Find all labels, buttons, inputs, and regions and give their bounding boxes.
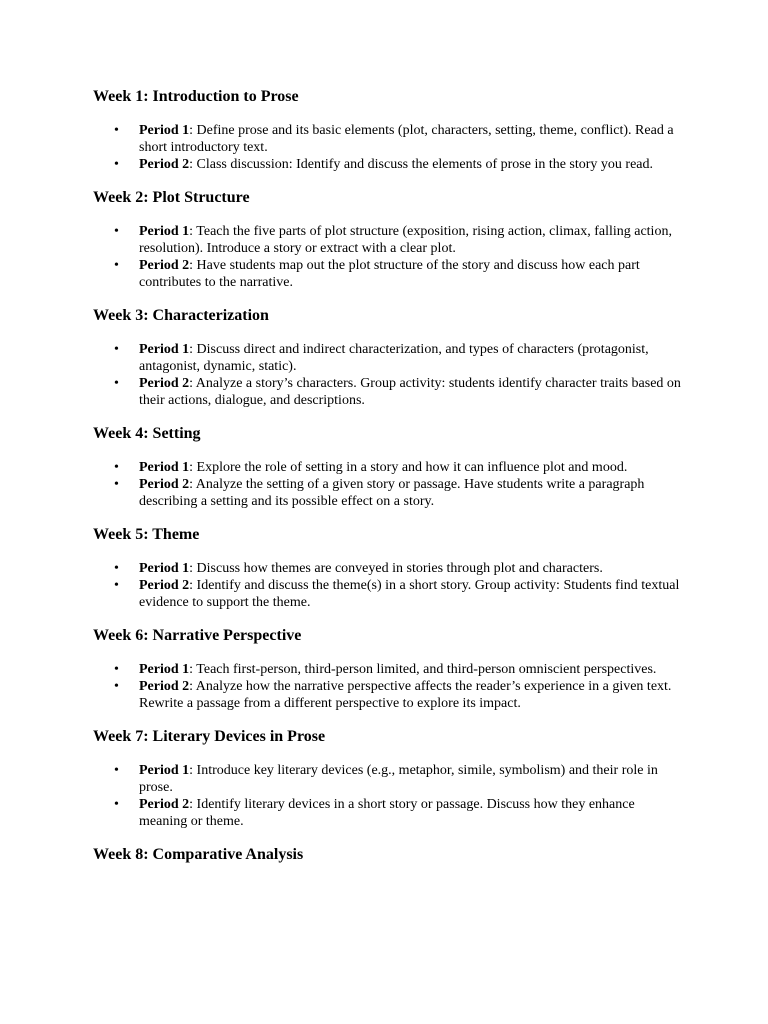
bullet-icon: • <box>114 797 119 812</box>
period-text: : Identify literary devices in a short story or passage. Discuss how they enhance meaning or theme. <box>139 797 635 829</box>
bullet-icon: • <box>114 679 119 694</box>
bullet-icon: • <box>114 123 119 138</box>
bullet-icon: • <box>114 460 119 475</box>
period-label: Period 2 <box>139 258 190 273</box>
period-list <box>93 223 683 291</box>
list-item <box>93 257 683 291</box>
period-text: : Analyze how the narrative perspective affects the reader’s experience in a given text. Rewrite a passage from a different perspective to explore its impact. <box>139 679 672 711</box>
period-text: : Discuss direct and indirect characterization, and types of characters (protagonist, antagonist, dynamic, static). <box>139 342 649 374</box>
period-list <box>93 661 683 712</box>
list-item <box>93 762 683 796</box>
week-section-6 <box>93 626 683 712</box>
period-text: : Explore the role of setting in a story and how it can influence plot and mood. <box>189 460 628 475</box>
bullet-icon: • <box>114 561 119 576</box>
document-page <box>93 87 683 880</box>
period-text: : Class discussion: Identify and discuss the elements of prose in the story you read. <box>189 157 654 172</box>
list-item <box>93 577 683 611</box>
week-title: Week 1: Introduction to Prose <box>93 88 299 105</box>
list-item <box>93 560 683 577</box>
week-section-7 <box>93 727 683 830</box>
period-text: : Teach the five parts of plot structure (exposition, rising action, climax, falling action, resolution). Introduce a story or extract with a clear plot. <box>139 224 672 256</box>
period-list <box>93 560 683 611</box>
period-label: Period 2 <box>139 376 190 391</box>
period-list <box>93 341 683 409</box>
period-text: : Introduce key literary devices (e.g., metaphor, simile, symbolism) and their role in prose. <box>139 763 658 795</box>
week-section-3 <box>93 306 683 409</box>
week-title: Week 6: Narrative Perspective <box>93 627 302 644</box>
period-label: Period 2 <box>139 797 190 812</box>
list-item <box>93 341 683 375</box>
bullet-icon: • <box>114 662 119 677</box>
period-label: Period 1 <box>139 763 190 778</box>
week-title: Week 8: Comparative Analysis <box>93 846 304 863</box>
week-section-4 <box>93 424 683 510</box>
list-item <box>93 459 683 476</box>
bullet-icon: • <box>114 477 119 492</box>
list-item <box>93 476 683 510</box>
week-section-2 <box>93 188 683 291</box>
period-label: Period 2 <box>139 578 190 593</box>
list-item <box>93 122 683 156</box>
week-title: Week 3: Characterization <box>93 307 269 324</box>
week-title: Week 4: Setting <box>93 425 201 442</box>
period-text: : Discuss how themes are conveyed in stories through plot and characters. <box>189 561 603 576</box>
bullet-icon: • <box>114 157 119 172</box>
bullet-icon: • <box>114 578 119 593</box>
period-text: : Identify and discuss the theme(s) in a short story. Group activity: Students find textual evidence to support the theme. <box>139 578 680 610</box>
period-text: : Have students map out the plot structure of the story and discuss how each part contributes to the narrative. <box>139 258 640 290</box>
bullet-icon: • <box>114 258 119 273</box>
period-list <box>93 762 683 830</box>
week-title: Week 7: Literary Devices in Prose <box>93 728 326 745</box>
list-item <box>93 375 683 409</box>
list-item <box>93 223 683 257</box>
period-text: : Analyze the setting of a given story or passage. Have students write a paragraph describing a setting and its possible effect on a story. <box>139 477 645 509</box>
bullet-icon: • <box>114 763 119 778</box>
period-label: Period 1 <box>139 224 190 239</box>
period-text: : Define prose and its basic elements (plot, characters, setting, theme, conflict). Read a short introductory text. <box>139 123 674 155</box>
week-section-8 <box>93 845 683 865</box>
list-item <box>93 796 683 830</box>
period-label: Period 1 <box>139 460 190 475</box>
week-title: Week 5: Theme <box>93 526 200 543</box>
period-label: Period 1 <box>139 342 190 357</box>
bullet-icon: • <box>114 224 119 239</box>
list-item <box>93 661 683 678</box>
period-label: Period 1 <box>139 123 190 138</box>
period-label: Period 2 <box>139 679 190 694</box>
bullet-icon: • <box>114 342 119 357</box>
period-label: Period 2 <box>139 157 190 172</box>
week-section-5 <box>93 525 683 611</box>
period-label: Period 2 <box>139 477 190 492</box>
list-item <box>93 156 683 173</box>
period-text: : Teach first-person, third-person limited, and third-person omniscient perspectives. <box>189 662 657 677</box>
period-list <box>93 122 683 173</box>
week-title: Week 2: Plot Structure <box>93 189 250 206</box>
period-text: : Analyze a story’s characters. Group activity: students identify character traits based on their actions, dialogue, and descriptions. <box>139 376 681 408</box>
period-label: Period 1 <box>139 662 190 677</box>
period-label: Period 1 <box>139 561 190 576</box>
bullet-icon: • <box>114 376 119 391</box>
list-item <box>93 678 683 712</box>
week-section-1 <box>93 87 683 173</box>
period-list <box>93 459 683 510</box>
